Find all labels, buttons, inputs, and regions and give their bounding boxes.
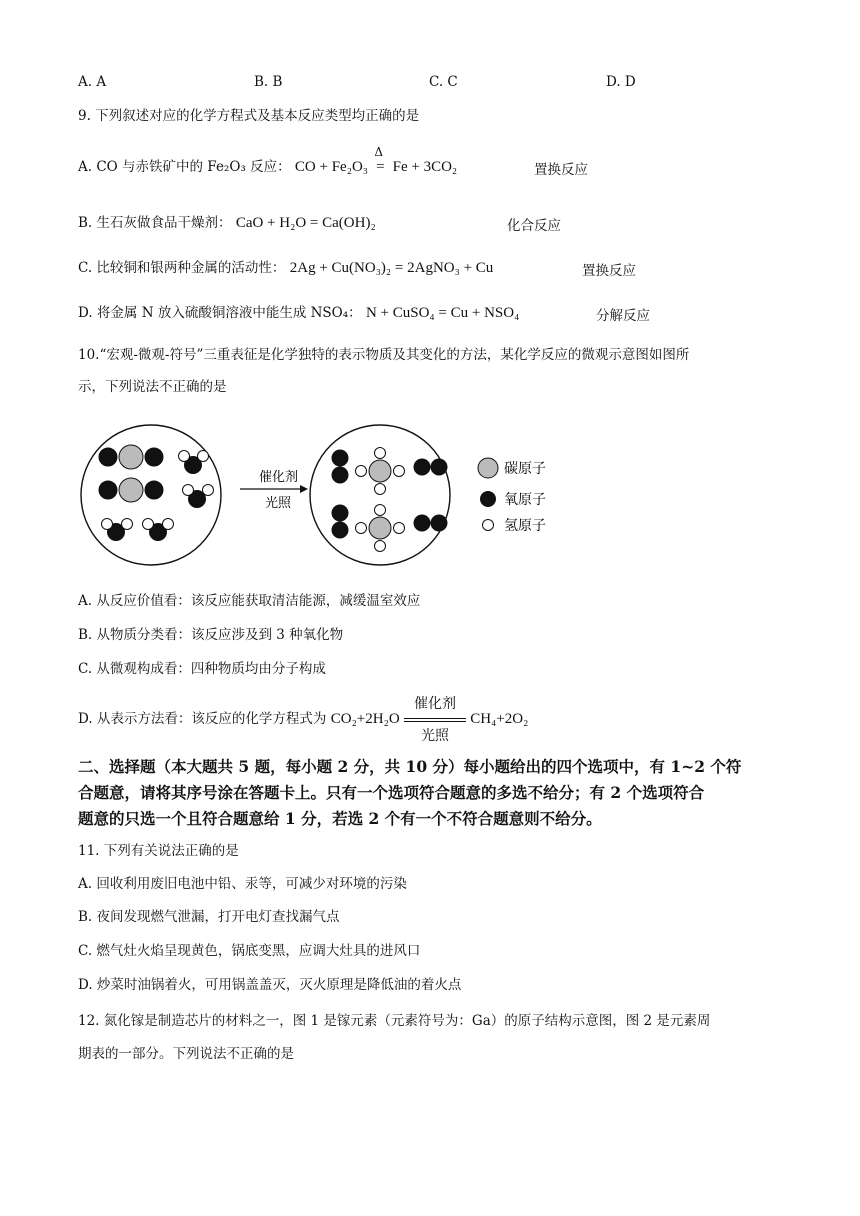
q12-stem-1: 12. 氮化镓是制造芯片的材料之一，图 1 是镓元素（元素符号为：Ga）的原子结构示意图，图 2 是元素周 [78, 1013, 711, 1029]
q9-option-d [78, 304, 519, 322]
section2-line-1: 二、选择题（本大题共 5 题，每小题 2 分，共 10 分）每小题给出的四个选项中，有 1~2 个符 [78, 757, 742, 776]
q9-b-text: B. 生石灰做食品干燥剂： [78, 215, 232, 231]
q10-d-text: D. 从表示方法看：该反应的化学方程式为 [78, 711, 327, 727]
arrow-bottom-label: 光照 [265, 496, 292, 511]
ch4-molecule [356, 448, 405, 552]
q10-option-d [78, 696, 529, 744]
q9-c-text: C. 比较铜和银两种金属的活动性： [78, 260, 286, 276]
q9-b-type: 化合反应 [507, 218, 561, 234]
q9-option-b [78, 214, 376, 232]
section2-line-2: 合题意，请将其序号涂在答题卡上。只有一个选项符合题意的多选不给分；有 2 个选项符合 [78, 783, 705, 802]
q10-stem-2: 示，下列说法不正确的是 [78, 379, 227, 395]
q9-c-eq: 2Ag + Cu(NO₃)₂ = 2AgNO₃ + Cu [289, 260, 494, 276]
legend-oxygen: 氧原子 [504, 492, 546, 508]
co2-molecule [99, 445, 163, 502]
q9-option-c [78, 259, 493, 277]
q9-a-eq-right: Fe + 3CO₂ [392, 159, 458, 175]
q12-stem-2: 期表的一部分。下列说法不正确的是 [78, 1046, 294, 1062]
q9-a-condition: Δ = [374, 145, 385, 175]
q10-option-a: A. 从反应价值看：该反应能获取清洁能源，减缓温室效应 [78, 593, 421, 609]
q8-option-d: D. D [606, 74, 636, 90]
q9-a-text: A. CO 与赤铁矿中的 Fe₂O₃ 反应： [78, 159, 291, 175]
hydrogen-legend-icon [483, 520, 494, 531]
q8-option-b: B. B [254, 74, 283, 90]
q9-d-type: 分解反应 [596, 308, 650, 324]
reaction-diagram [78, 415, 578, 575]
q11-option-b: B. 夜间发现燃气泄漏，打开电灯查找漏气点 [78, 909, 340, 925]
q8-option-a: A. A [78, 74, 107, 90]
q9-d-eq: N + CuSO₄ = Cu + NSO₄ [365, 305, 520, 321]
q9-c-type: 置换反应 [582, 263, 636, 279]
q10-option-b: B. 从物质分类看：该反应涉及到 3 种氧化物 [78, 627, 344, 643]
q10-option-c: C. 从微观构成看：四种物质均由分子构成 [78, 661, 326, 677]
q10-d-eq-left: CO₂+2H₂O [330, 711, 400, 727]
section2-line-3: 题意的只选一个且符合题意给 1 分，若选 2 个有一个不符合题意则不给分。 [78, 809, 602, 828]
q11-option-a: A. 回收利用废旧电池中铅、汞等，可减少对环境的污染 [78, 876, 407, 892]
q9-d-text: D. 将金属 N 放入硫酸铜溶液中能生成 NSO₄： [78, 305, 362, 321]
arrow-top-label: 催化剂 [259, 470, 299, 485]
q9-a-eq-left: CO + Fe₂O₃ [294, 159, 369, 175]
q8-option-c: C. C [429, 74, 458, 90]
legend-hydrogen: 氢原子 [504, 518, 546, 534]
legend-carbon: 碳原子 [504, 461, 546, 477]
q9-b-eq: CaO + H₂O = Ca(OH)₂ [235, 215, 376, 231]
q11-option-d: D. 炒菜时油锅着火，可用锅盖盖灭，灭火原理是降低油的着火点 [78, 977, 462, 993]
q10-d-condition: 催化剂 光照 [404, 717, 466, 722]
oxygen-legend-icon [480, 491, 496, 507]
q10-d-eq-right: CH₄+2O₂ [470, 711, 529, 727]
q9-a-type: 置换反应 [534, 162, 588, 178]
carbon-legend-icon [478, 458, 498, 478]
q9-stem: 9. 下列叙述对应的化学方程式及基本反应类型均正确的是 [78, 108, 420, 124]
q11-option-c: C. 燃气灶火焰呈现黄色，锅底变黑，应调大灶具的进风口 [78, 943, 421, 959]
q11-stem: 11. 下列有关说法正确的是 [78, 843, 239, 859]
q9-option-a [78, 145, 458, 176]
q10-stem-1: 10.“宏观-微观-符号”三重表征是化学独特的表示物质及其变化的方法，某化学反应的微观示意图如图所 [78, 347, 690, 363]
